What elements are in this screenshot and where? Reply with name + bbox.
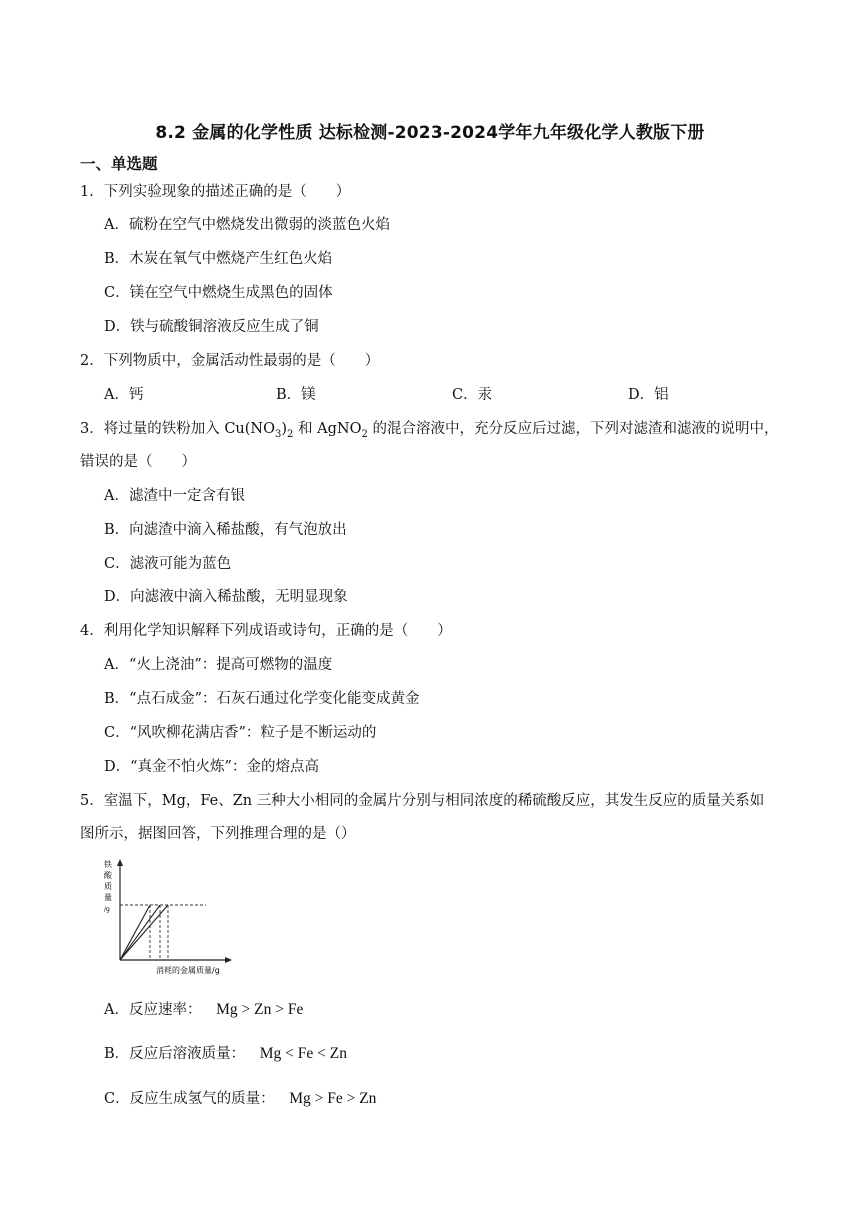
question-5-option-b[interactable]: [104, 1042, 347, 1063]
question-1-option-c[interactable]: C．镁在空气中燃烧生成黑色的固体: [104, 285, 333, 301]
figure-ylabel-char: 质: [104, 882, 112, 891]
question-1-option-a[interactable]: A．硫粉在空气中燃烧发出微弱的淡蓝色火焰: [104, 217, 390, 233]
question-5-option-a[interactable]: [104, 998, 303, 1019]
question-3-stem-part: ): [281, 421, 288, 437]
question-5-option-c-label: C．反应生成氢气的质量：: [104, 1091, 275, 1107]
figure-ylabel-char: /g: [104, 906, 110, 913]
question-2-option-a[interactable]: A．钙: [104, 387, 144, 403]
question-5-stem-line2: 图所示，据图回答，下列推理合理的是（）: [80, 826, 356, 842]
question-5-option-a-formula: Mg > Zn > Fe: [216, 1001, 304, 1018]
figure-y-axis-arrow: [117, 859, 123, 866]
figure-ylabel-char: 铁: [104, 860, 112, 869]
question-2-stem: 2．下列物质中，金属活动性最弱的是（ ）: [80, 353, 380, 369]
figure-line-mg: [120, 905, 150, 960]
figure-xlabel: 消耗的金属质量/g: [156, 966, 220, 975]
question-3-stem-part: 的混合溶液中，充分反应后过滤，下列对滤渣和滤液的说明中，: [367, 421, 779, 437]
question-2-option-c[interactable]: C．汞: [452, 387, 493, 403]
figure-line-zn: [120, 905, 168, 960]
page-title: 8.2 金属的化学性质 达标检测-2023-2024学年九年级化学人教版下册: [155, 123, 705, 143]
question-3-stem-part: 和 AgNO: [293, 421, 362, 437]
question-5-option-c[interactable]: [104, 1087, 376, 1108]
question-3-option-a[interactable]: A．滤渣中一定含有银: [104, 488, 245, 504]
question-3-stem-line2: 错误的是（ ）: [80, 454, 196, 470]
question-5-option-a-label: A．反应速率：: [104, 1002, 202, 1018]
question-3-subscript: 3: [275, 428, 282, 440]
question-4-option-c[interactable]: C．“风吹柳花满店香”：粒子是不断运动的: [104, 725, 377, 741]
question-5-figure: [98, 853, 240, 977]
question-4-stem: 4．利用化学知识解释下列成语或诗句，正确的是（ ）: [80, 623, 452, 639]
section-heading: 一、单选题: [80, 155, 158, 173]
question-3-option-d[interactable]: D．向滤液中滴入稀盐酸，无明显现象: [104, 589, 348, 605]
question-3-option-c[interactable]: C．滤液可能为蓝色: [104, 556, 232, 572]
question-3-subscript: 2: [287, 428, 294, 440]
question-5-option-c-formula: Mg > Fe > Zn: [289, 1090, 377, 1107]
question-3-stem-line1: [80, 417, 778, 440]
question-3-option-b[interactable]: B．向滤渣中滴入稀盐酸，有气泡放出: [104, 522, 347, 538]
question-3-stem-part: 3．将过量的铁粉加入 Cu(NO: [80, 421, 275, 437]
question-1-option-b[interactable]: B．木炭在氧气中燃烧产生红色火焰: [104, 251, 333, 267]
question-2-option-b[interactable]: B．镁: [276, 387, 316, 403]
figure-x-axis-arrow: [225, 957, 232, 963]
question-5-stem-line1: 5．室温下，Mg，Fe、Zn 三种大小相同的金属片分别与相同浓度的稀硫酸反应，其发生反应的质量关系如: [80, 793, 765, 809]
question-4-option-b[interactable]: B．“点石成金”：石灰石通过化学变化能变成黄金: [104, 691, 420, 707]
question-5-option-b-formula: Mg < Fe < Zn: [259, 1045, 347, 1062]
question-2-option-d[interactable]: D．铝: [628, 387, 669, 403]
figure-line-fe: [120, 905, 160, 960]
question-5-option-b-label: B．反应后溶液质量：: [104, 1046, 246, 1062]
question-3-subscript: 2: [361, 428, 368, 440]
figure-ylabel-char: 量: [104, 893, 112, 902]
question-4-option-d[interactable]: D．“真金不怕火炼”：金的熔点高: [104, 759, 319, 775]
question-4-option-a[interactable]: A．“火上浇油”：提高可燃物的温度: [104, 657, 333, 673]
question-1-option-d[interactable]: D．铁与硫酸铜溶液反应生成了铜: [104, 319, 319, 335]
figure-ylabel-char: 酸: [104, 871, 112, 880]
question-1-stem: 1．下列实验现象的描述正确的是（ ）: [80, 184, 351, 200]
